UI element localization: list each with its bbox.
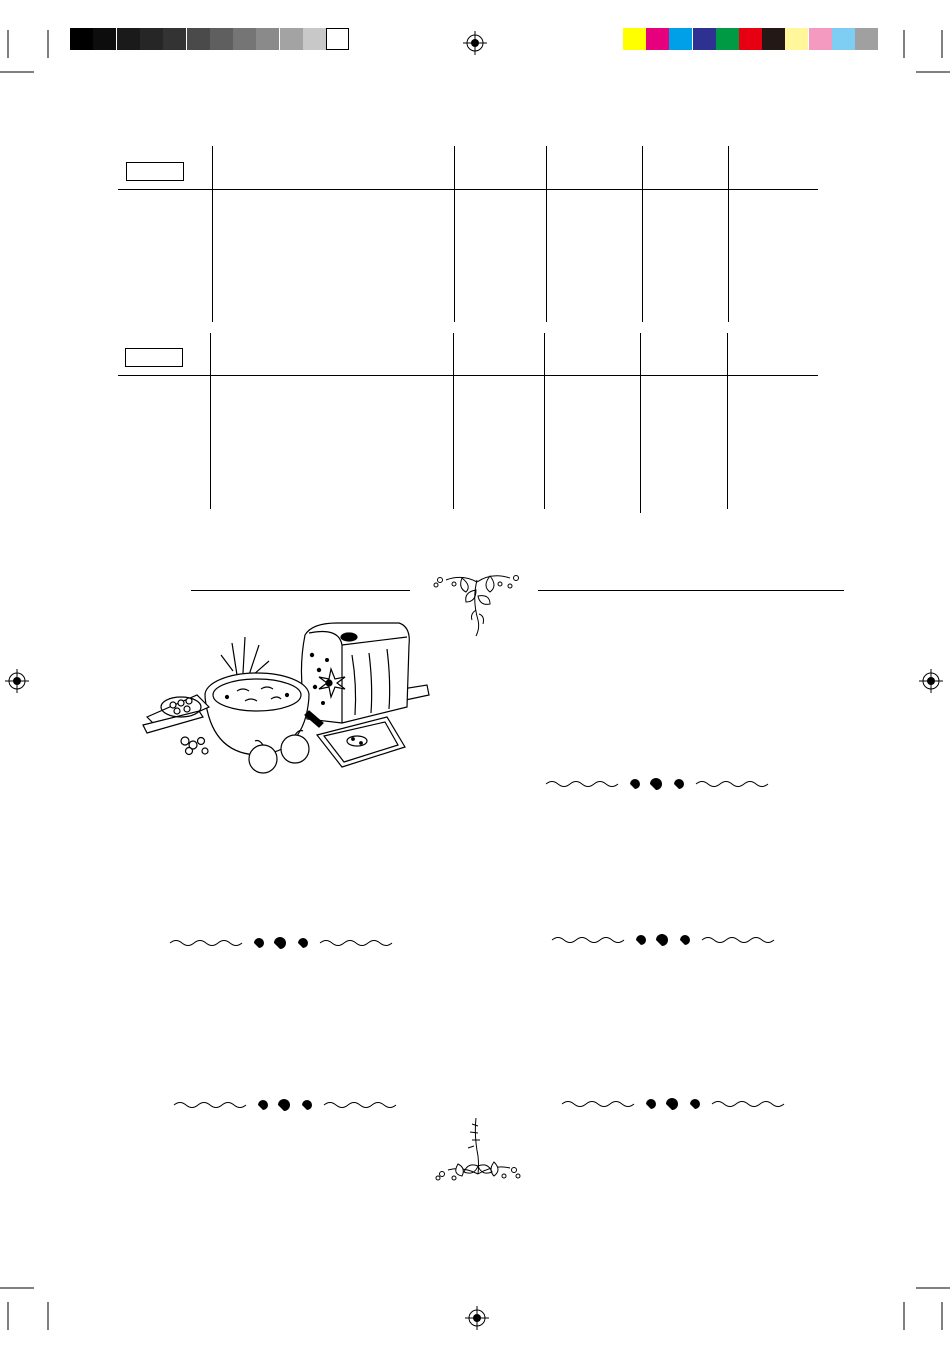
registration-crosshair-icon [5,669,29,693]
table-header-box [125,348,183,367]
soup-bread-vegetables-illustration [137,615,437,785]
heart-vine-divider-icon [174,1097,404,1113]
heart-vine-divider-icon [562,1096,792,1112]
heart-vine-divider-icon [170,935,400,951]
heart-vine-divider-icon [546,776,776,792]
section-rule-left [191,590,410,591]
table-header-box [126,162,184,181]
heart-vine-divider-icon [552,932,782,948]
table-column-divider [642,146,643,322]
table-column-divider [454,146,455,322]
table-header-rule [118,189,818,190]
floral-sprig-icon [432,570,522,640]
table-column-divider [640,333,641,513]
table-column-divider [212,146,213,322]
registration-crosshair-icon [463,31,487,55]
table-column-divider [727,333,728,509]
table-column-divider [210,333,211,509]
table-column-divider [453,333,454,509]
table-column-divider [544,333,545,509]
table-column-divider [728,146,729,322]
registration-crosshair-icon [465,1306,489,1330]
table-header-rule [118,375,818,376]
floral-sprig-icon [434,1116,524,1186]
registration-crosshair-icon [919,669,943,693]
table-column-divider [546,146,547,322]
section-rule-right [538,590,844,591]
